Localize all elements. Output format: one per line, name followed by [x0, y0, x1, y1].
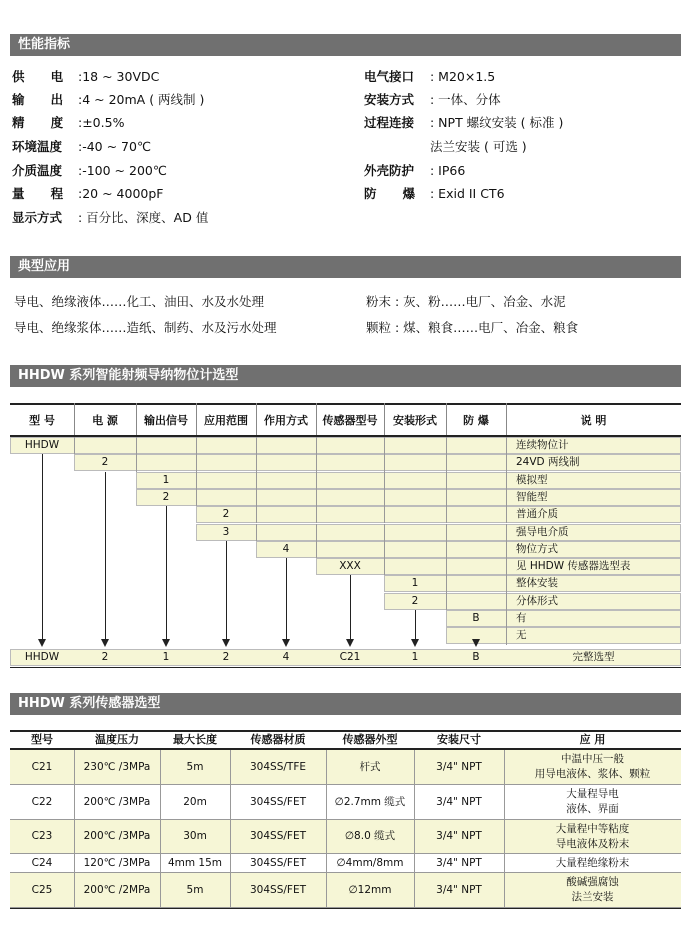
sensor-cell-line: 用导电液体、浆体、颗粒 [534, 768, 651, 780]
spec-value: : IP66 [430, 163, 466, 178]
header-divider [316, 403, 317, 435]
row-divider [136, 437, 137, 454]
sensor-cell [414, 854, 504, 873]
row-divider [446, 437, 447, 454]
table-header-cell: 说 明 [580, 414, 607, 427]
selection-row-band [136, 472, 681, 489]
selection-row-band [136, 489, 681, 506]
sensor-cell [230, 750, 326, 785]
selection-row-desc: 无 [516, 629, 527, 642]
final-row-cell: 2 [101, 650, 109, 663]
selection-row-code: 3 [222, 525, 230, 538]
selection-row-code: XXX [339, 560, 361, 573]
spec-label: 量 程 [12, 186, 64, 201]
spec-value: 法兰安装 ( 可选 ) [430, 139, 527, 154]
sensor-cell [414, 750, 504, 785]
row-divider [316, 524, 317, 541]
sensor-cell-line: 5m [186, 760, 204, 773]
selection-row-band [196, 524, 681, 541]
row-divider [196, 437, 197, 454]
sensor-cell-line: 导电液体及粉末 [555, 837, 630, 850]
row-divider [506, 524, 507, 541]
sensor-cell [74, 820, 160, 854]
sensor-cell [326, 854, 414, 873]
sensor-cell [10, 820, 74, 854]
selection-row-code: B [472, 612, 480, 624]
row-divider [446, 524, 447, 541]
row-divider [384, 541, 385, 558]
sensor-cell [74, 785, 160, 820]
spec-item [12, 138, 151, 155]
performance-section-title: 性能指标 [10, 34, 681, 56]
sensor-cell [504, 750, 681, 785]
row-divider [384, 506, 385, 523]
row-divider [446, 593, 447, 610]
application-left-2: 导电、绝缘浆体……造纸、制药、水及污水处理 [14, 320, 277, 335]
row-divider [74, 437, 75, 454]
selection-row-band [196, 506, 681, 523]
sensor-cell [326, 873, 414, 908]
row-divider [506, 437, 507, 454]
selection-row-desc: 连续物位计 [516, 439, 569, 451]
row-divider [446, 454, 447, 471]
sensor-cell-line: 5m [186, 883, 204, 896]
table-header-cell: 防 爆 [463, 414, 489, 427]
sensor-header-cell: 安装尺寸 [437, 732, 481, 746]
application-right-1: 粉末 : 灰、粉……电厂、冶金、水泥 [366, 294, 566, 309]
row-divider [446, 558, 447, 575]
sensor-row [10, 750, 681, 785]
sensor-cell-line: 3/4" NPT [436, 760, 482, 773]
row-divider [384, 437, 385, 454]
row-divider [196, 489, 197, 506]
row-divider [506, 489, 507, 506]
sensor-cell [160, 785, 230, 820]
sensor-cell [414, 785, 504, 820]
connector-line [415, 610, 416, 639]
table-header-cell: 安装形式 [393, 414, 437, 427]
sensor-table [10, 730, 681, 912]
table-header-cell: 输出信号 [144, 414, 188, 427]
row-divider [506, 454, 507, 471]
sensor-cell [230, 785, 326, 820]
sensor-bottom-rule [10, 908, 681, 910]
arrow-icon [162, 639, 170, 647]
sensor-cell [414, 820, 504, 854]
final-row-cell: 1 [411, 650, 419, 663]
connector-line [105, 472, 106, 639]
arrow-icon [38, 639, 46, 647]
spec-value: : Exid II CT6 [430, 186, 505, 201]
spec-item [12, 114, 124, 131]
sensor-cell-line: 杆式 [359, 760, 381, 773]
sensor-cell [504, 854, 681, 873]
row-divider [506, 558, 507, 575]
sensor-cell [10, 873, 74, 908]
sensor-cell-line: ∅12mm [348, 883, 392, 896]
sensor-cell-line: C21 [31, 760, 53, 773]
selection-row-band [74, 454, 681, 471]
sensor-row [10, 873, 681, 908]
spec-label: 安装方式 [364, 92, 415, 107]
arrow-icon [346, 639, 354, 647]
sensor-header-cell: 温度压力 [95, 732, 139, 746]
table-header-cell: 应用范围 [204, 414, 248, 427]
sensor-cell-line: C23 [31, 830, 53, 842]
row-divider [316, 541, 317, 558]
sensor-cell-line: 3/4" NPT [436, 883, 482, 896]
row-divider [384, 558, 385, 575]
sensor-cell [10, 854, 74, 873]
selection-row-code: 2 [411, 594, 419, 607]
selection-row-desc: 智能型 [516, 490, 548, 503]
row-divider [196, 454, 197, 471]
row-divider [316, 506, 317, 523]
sensor-cell [414, 873, 504, 908]
sensor-cell [504, 873, 681, 908]
sensor-row [10, 820, 681, 854]
sensor-cell-line: 230℃ /3MPa [83, 760, 151, 773]
connector-line [286, 558, 287, 639]
row-divider [316, 437, 317, 454]
selection-row-desc: 见 HHDW 传感器选型表 [516, 560, 631, 573]
selection-row-code: 2 [101, 456, 109, 469]
selection-row-desc: 整体安装 [516, 577, 558, 590]
connector-line [350, 575, 351, 638]
row-divider [506, 610, 507, 627]
selection-section-title: HHDW 系列智能射频导纳物位计选型 [10, 365, 681, 387]
row-divider [136, 454, 137, 471]
sensor-cell-line: 304SS/FET [250, 883, 306, 896]
row-divider [316, 489, 317, 506]
sensor-cell-line: 200℃ /3MPa [83, 830, 151, 842]
sensor-cell-line: 法兰安装 [571, 891, 614, 903]
selection-row-code: HHDW [24, 439, 60, 451]
selection-row-desc: 分体形式 [516, 594, 558, 607]
row-divider [256, 524, 257, 541]
spec-item [12, 185, 163, 202]
spec-value: : 一体、分体 [430, 92, 501, 107]
sensor-section-title: HHDW 系列传感器选型 [10, 693, 681, 715]
row-divider [196, 472, 197, 489]
spec-label: 防 爆 [364, 186, 416, 201]
row-divider [384, 489, 385, 506]
sensor-cell-line: C24 [31, 856, 53, 869]
sensor-cell [160, 873, 230, 908]
sensor-cell-line: 304SS/FET [250, 830, 306, 842]
final-row-cell: C21 [339, 650, 361, 663]
sensor-cell-line: 3/4" NPT [436, 856, 482, 869]
connector-line [166, 506, 167, 638]
spec-item [364, 185, 505, 202]
table-header-cell: 传感器型号 [322, 414, 378, 427]
spec-item [12, 91, 204, 108]
arrow-icon [472, 639, 480, 647]
sensor-cell-line: 304SS/FET [250, 856, 306, 869]
final-row-cell: B [472, 650, 480, 663]
spec-value: :4 ~ 20mA ( 两线制 ) [78, 92, 205, 107]
header-divider [74, 403, 75, 435]
row-divider [384, 472, 385, 489]
sensor-cell [230, 854, 326, 873]
header-divider [506, 403, 507, 435]
row-divider [256, 472, 257, 489]
row-divider [446, 472, 447, 489]
spec-item [364, 91, 501, 108]
sensor-cell-line: C22 [31, 795, 53, 808]
row-divider [446, 541, 447, 558]
sensor-cell [326, 820, 414, 854]
arrow-icon [222, 639, 230, 647]
spec-item [364, 114, 563, 131]
sensor-cell-line: ∅2.7mm 缆式 [334, 795, 406, 808]
sensor-cell-line: 200℃ /3MPa [83, 795, 151, 808]
spec-value: : M20×1.5 [430, 69, 496, 84]
sensor-cell-line: 3/4" NPT [436, 795, 482, 808]
spec-value: :18 ~ 30VDC [78, 69, 160, 84]
sensor-cell-line: 中温中压一般 [561, 753, 624, 765]
sensor-cell-line: 200℃ /2MPa [83, 883, 151, 896]
spec-label: 环境温度 [12, 139, 63, 154]
final-row-cell: HHDW [24, 650, 60, 663]
selection-table [10, 403, 681, 667]
sensor-cell-line: 液体、界面 [566, 803, 619, 815]
typical-section-title: 典型应用 [10, 256, 681, 278]
header-divider [384, 403, 385, 435]
sensor-cell-line: 30m [183, 830, 207, 842]
sensor-cell-line: 120℃ /3MPa [83, 856, 151, 869]
spec-value: :20 ~ 4000pF [78, 186, 164, 201]
row-divider [384, 524, 385, 541]
sensor-cell [326, 785, 414, 820]
row-divider [506, 575, 507, 592]
sensor-cell-line: 304SS/TFE [250, 760, 306, 773]
connector-line [42, 454, 43, 638]
row-divider [506, 541, 507, 558]
sensor-cell [160, 820, 230, 854]
sensor-header-cell: 应 用 [579, 732, 606, 746]
sensor-header-cell: 传感器外型 [342, 732, 398, 746]
sensor-cell-line: 大量程导电 [566, 788, 619, 800]
spec-value: :-40 ~ 70℃ [78, 139, 151, 154]
spec-label: 介质温度 [12, 163, 63, 178]
spec-item [12, 209, 208, 226]
sensor-cell-line: C25 [31, 883, 53, 896]
sensor-cell [74, 750, 160, 785]
header-divider [136, 403, 137, 435]
sensor-cell-line: 大量程绝缘粉末 [555, 856, 630, 869]
sensor-cell-line: ∅4mm/8mm [336, 856, 404, 869]
arrow-icon [101, 639, 109, 647]
spec-label: 过程连接 [364, 115, 415, 130]
final-row-cell: 1 [162, 650, 170, 663]
selection-row-desc: 24VD 两线制 [516, 456, 580, 469]
row-divider [446, 575, 447, 592]
connector-line [226, 541, 227, 639]
selection-row-desc: 物位方式 [516, 542, 558, 555]
spec-item [364, 138, 527, 155]
sensor-header-cell: 型号 [31, 732, 53, 746]
sensor-row [10, 854, 681, 873]
table-bottom-rule [10, 667, 681, 669]
row-divider [256, 489, 257, 506]
row-divider [506, 506, 507, 523]
header-divider [446, 403, 447, 435]
row-divider [446, 489, 447, 506]
final-row-cell: 完整选型 [572, 650, 615, 663]
row-divider [506, 593, 507, 610]
selection-row-band [256, 541, 681, 558]
spec-label: 电气接口 [364, 69, 415, 84]
row-divider [316, 454, 317, 471]
row-divider [256, 506, 257, 523]
arrow-icon [411, 639, 419, 647]
selection-row-desc: 有 [516, 612, 527, 624]
sensor-cell [326, 750, 414, 785]
sensor-header-cell: 传感器材质 [250, 732, 306, 746]
selection-row-desc: 强导电介质 [516, 525, 569, 538]
sensor-cell [74, 873, 160, 908]
selection-row-code: 2 [162, 490, 170, 503]
application-right-2: 颗粒 : 煤、粮食……电厂、冶金、粮食 [366, 320, 579, 335]
application-left-1: 导电、绝缘液体……化工、油田、水及水处理 [14, 294, 265, 309]
row-divider [256, 454, 257, 471]
header-divider [196, 403, 197, 435]
sensor-cell [230, 873, 326, 908]
spec-item [364, 68, 495, 85]
sensor-cell-line: 4mm 15m [167, 856, 223, 869]
sensor-cell [504, 785, 681, 820]
selection-row-desc: 模拟型 [516, 473, 548, 486]
spec-label: 供 电 [12, 69, 64, 84]
spec-label: 外壳防护 [364, 163, 415, 178]
spec-label: 精 度 [12, 115, 64, 130]
row-divider [384, 454, 385, 471]
spec-value: :-100 ~ 200℃ [78, 163, 167, 178]
selection-row-code: 4 [282, 542, 290, 555]
sensor-header-cell: 最大长度 [173, 732, 217, 746]
spec-label: 显示方式 [12, 210, 63, 225]
sensor-cell-line: 304SS/FET [250, 795, 306, 808]
sensor-cell-line: 3/4" NPT [436, 830, 482, 842]
sensor-cell [10, 750, 74, 785]
arrow-icon [282, 639, 290, 647]
spec-label: 输 出 [12, 92, 64, 107]
table-header-cell: 型 号 [29, 414, 55, 427]
selection-row-band [10, 437, 681, 454]
spec-value: : 百分比、深度、AD 值 [78, 210, 209, 225]
spec-item [12, 68, 159, 85]
sensor-cell-line: ∅8.0 缆式 [344, 830, 396, 842]
spec-value: : NPT 螺纹安装 ( 标准 ) [430, 115, 564, 130]
row-divider [506, 472, 507, 489]
sensor-cell-line: 大量程中等粘度 [555, 822, 630, 835]
selection-row-code: 1 [411, 577, 419, 590]
spec-item [12, 162, 167, 179]
selection-row-code: 1 [162, 473, 170, 486]
sensor-cell [74, 854, 160, 873]
selection-row-code: 2 [222, 508, 230, 521]
final-row-cell: 2 [222, 650, 230, 663]
sensor-cell [230, 820, 326, 854]
sensor-cell [160, 750, 230, 785]
table-header-cell: 电 源 [92, 414, 118, 427]
sensor-cell-line: 20m [183, 795, 207, 808]
sensor-cell [504, 820, 681, 854]
selection-row-band [446, 627, 681, 644]
selection-row-desc: 普通介质 [516, 508, 558, 521]
row-divider [256, 437, 257, 454]
final-row-cell: 4 [282, 650, 290, 663]
spec-item [364, 162, 465, 179]
row-divider [316, 472, 317, 489]
row-divider [506, 627, 507, 644]
sensor-cell [10, 785, 74, 820]
header-divider [256, 403, 257, 435]
row-divider [446, 506, 447, 523]
table-top-rule [10, 403, 681, 405]
sensor-cell-line: 酸碱强腐蚀 [566, 876, 619, 888]
table-header-cell: 作用方式 [264, 414, 308, 427]
spec-value: :±0.5% [78, 115, 125, 130]
sensor-cell [160, 854, 230, 873]
sensor-row [10, 785, 681, 820]
